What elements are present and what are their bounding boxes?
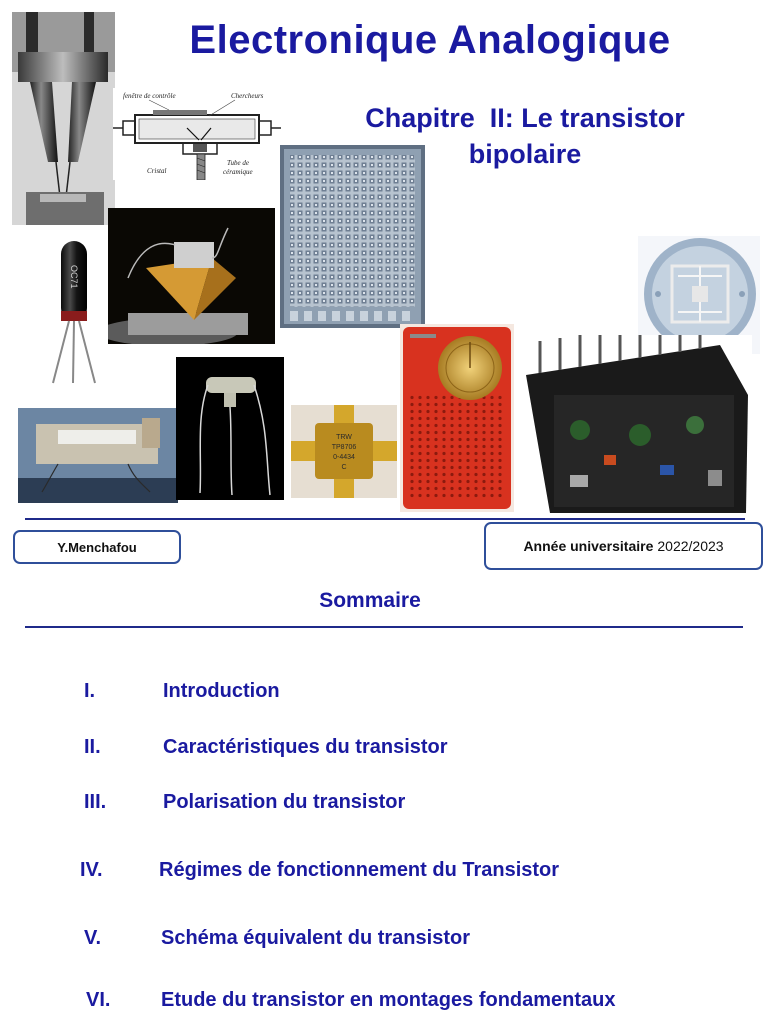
header-divider bbox=[25, 518, 745, 520]
toc-item-title: Régimes de fonctionnement du Transistor bbox=[159, 859, 560, 881]
author-box bbox=[13, 530, 181, 564]
label-window: fenêtre de contrôle bbox=[123, 92, 176, 100]
chip-array-photo bbox=[280, 145, 425, 328]
label-tube: Tube de bbox=[227, 159, 249, 167]
toc-item-number: V. bbox=[84, 927, 102, 949]
label-searchers: Chercheurs bbox=[231, 92, 264, 100]
rf-flange-transistor-photo bbox=[291, 405, 397, 498]
early-transistor-leads-photo bbox=[176, 357, 284, 500]
toc-item-number: VI. bbox=[86, 989, 111, 1011]
toc-item-title: Schéma équivalent du transistor bbox=[161, 927, 470, 949]
point-contact-transistor-photo bbox=[12, 12, 115, 225]
first-transistor-replica-photo bbox=[108, 208, 275, 344]
toc-item-title: Caractéristiques du transistor bbox=[163, 736, 448, 758]
label-crystal: Cristal bbox=[147, 167, 167, 175]
academic-year-label: Année universitaire bbox=[523, 538, 654, 554]
summary-title: Sommaire bbox=[319, 589, 421, 612]
chapter-title-line-1: Chapitre II: Le transistor bbox=[365, 103, 685, 133]
rf-marking-2: TP8706 bbox=[331, 444, 357, 451]
author-name: Y.Menchafou bbox=[57, 539, 137, 555]
chapter-title-line-2: bipolaire bbox=[468, 139, 582, 169]
academic-year-value: 2022/2023 bbox=[657, 538, 724, 554]
rf-marking-1: TRW bbox=[336, 434, 352, 441]
label-ceramic: céramique bbox=[223, 168, 253, 176]
toc-item-number: IV. bbox=[80, 859, 103, 881]
transistor-radio-photo bbox=[400, 324, 514, 512]
summary-divider bbox=[25, 626, 743, 628]
transistor-cross-section-diagram bbox=[113, 88, 281, 180]
rf-marking-4: C bbox=[341, 464, 347, 471]
toc-item-title: Introduction bbox=[163, 680, 280, 702]
toc-item-number: I. bbox=[84, 680, 96, 702]
toc-item-number: III. bbox=[84, 791, 107, 813]
toc-item-number: II. bbox=[84, 736, 101, 758]
amplifier-board-photo bbox=[520, 335, 752, 513]
rf-marking-3: 0-4434 bbox=[333, 454, 355, 461]
academic-year-box bbox=[484, 522, 763, 570]
prototype-board-photo bbox=[18, 408, 178, 503]
toc-item-title: Polarisation du transistor bbox=[163, 791, 406, 813]
oc71-marking: OC71 bbox=[69, 265, 79, 289]
document-title: Electronique Analogique bbox=[189, 18, 671, 62]
toc-item-title: Etude du transistor en montages fondamentaux bbox=[161, 989, 616, 1011]
